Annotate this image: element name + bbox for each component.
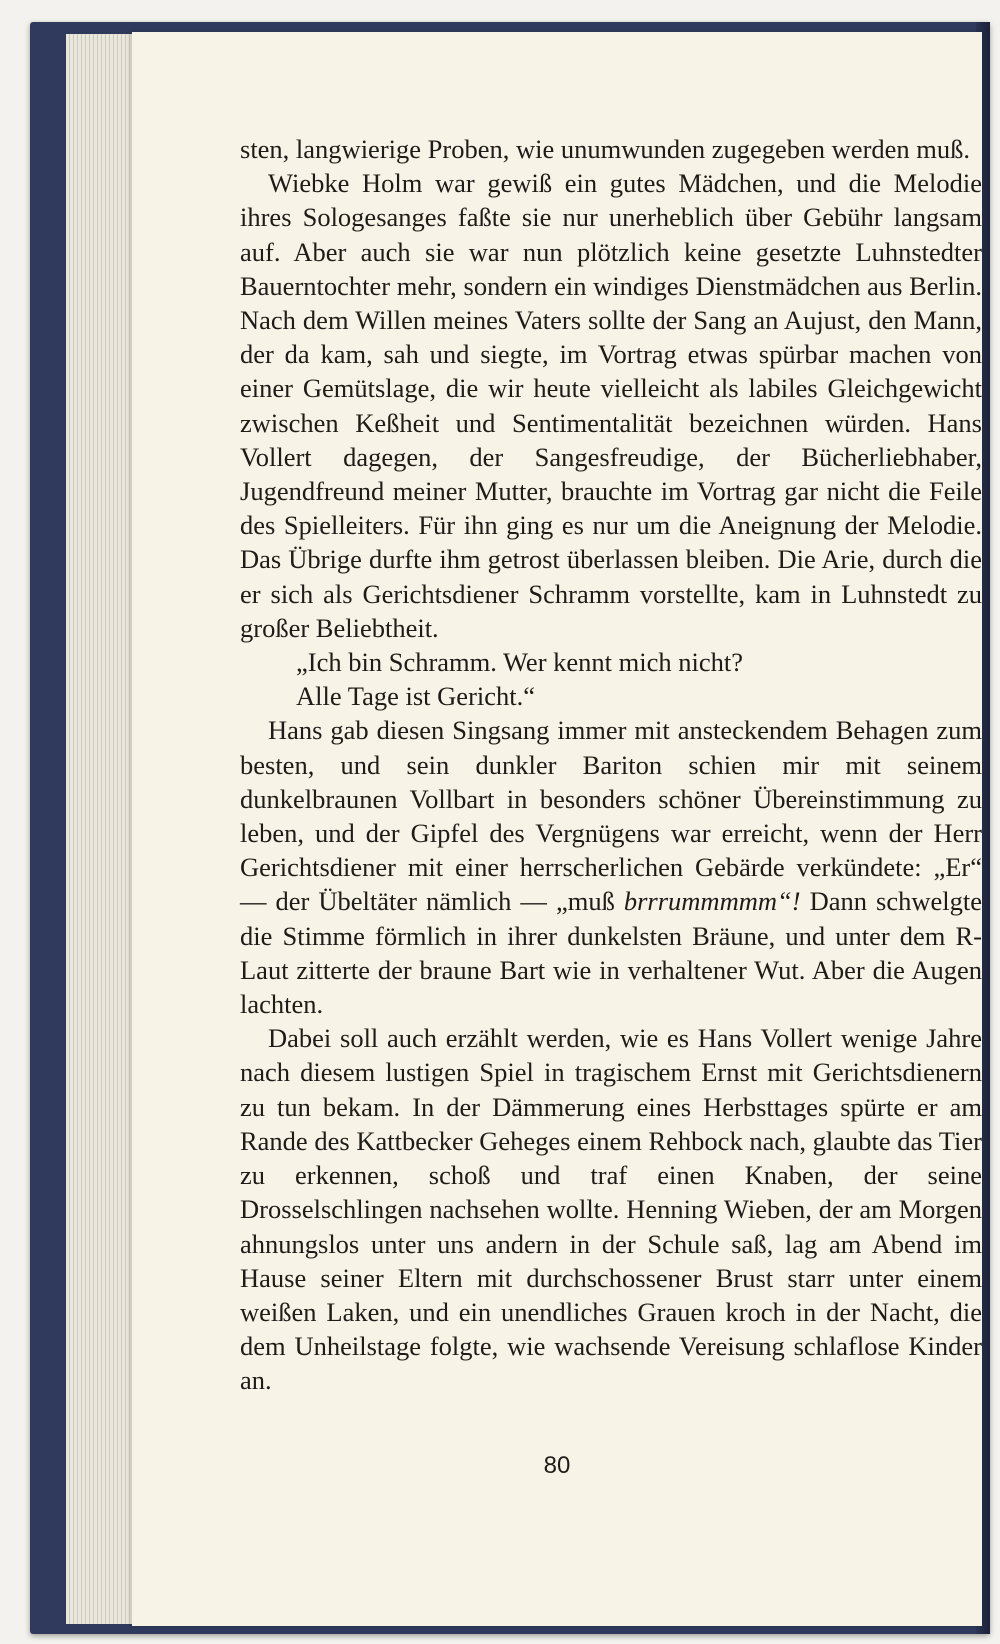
song-line-1: „Ich bin Schramm. Wer kennt mich nicht?	[296, 647, 744, 678]
paragraph-3-italic: brrrummmmm“!	[623, 886, 801, 917]
page-edges	[66, 34, 134, 1624]
page-number-area	[132, 0, 982, 1644]
paragraph-4: Dabei soll auch erzählt werden, wie es Hans Vollert wenige Jahre nach diesem lustigen Spiel in tragischem Ernst mit Gerichtsdienern zu tun bekam. In der Dämmerung eines Herbsttages spürte er am Rande des Kattbecker Geheges einem Rehbock nach, glaubte das Tier zu erkennen, schoß und traf einen Knaben, der seine Drosselschlingen nachsehen wollte. Henning Wieben, der am Morgen ahnungslos unter uns andern in der Schule saß, lag am Abend im Hause seiner Eltern mit durchschossener Brust starr unter einem weißen Laken, und ein unendliches Grauen kroch in der Nacht, die dem Unheilstage folgte, wie wachsende Vereisung schlaflose Kinder an.	[240, 1023, 982, 1396]
paragraph-3-part-1: Hans gab diesen Singsang immer mit ansteckendem Behagen zum besten, und sein dunkler Bariton schien mir mit seinem dunkelbraunen Vollbart in besonders schöner Übereinstimmung zu leben, und der Gipfel des Vergnügens war erreicht, wenn der Herr Gerichtsdiener mit einer herrscherlichen Gebärde verkündete: „Er“ — der Übeltäter nämlich — „muß	[240, 715, 982, 917]
paragraph-1: sten, langwierige Proben, wie unumwunden zugegeben werden muß.	[240, 134, 971, 164]
paragraph-2: Wiebke Holm war gewiß ein gutes Mädchen, und die Melodie ihres Sologesanges faßte sie nur unerheblich über Gebühr langsam auf. Aber auch sie war nun plötzlich keine gesetzte Luhnstedter Bauerntochter mehr, sondern ein windiges Dienstmädchen aus Berlin. Nach dem Willen meines Vaters sollte der Sang an Aujust, den Mann, der da kam, sah und siegte, im Vortrag etwas spürbar machen von einer Gemütslage, die wir heute vielleicht als labiles Gleichgewicht zwischen Keßheit und Sentimentalität bezeichnen würden. Hans Vollert dagegen, der Sangesfreudige, der Bücherliebhaber, Jugendfreund meiner Mutter, brauchte im Vortrag gar nicht die Feile des Spielleiters. Für ihn ging es nur um die Aneignung der Melodie. Das Übrige durfte ihm getrost überlassen bleiben. Die Arie, durch die er sich als Gerichtsdiener Schramm vorstellte, kam in Luhnstedt zu großer Beliebtheit.	[240, 168, 982, 643]
page-number: 80	[543, 1452, 571, 1479]
song-line-2: Alle Tage ist Gericht.“	[296, 681, 536, 712]
paragraph-3-part-2: Dann schwelgte die Stimme förmlich in ihrer dunkelsten Bräune, und unter dem R-Laut zitterte der braune Bart wie in verhaltener Wut. Aber die Augen lachten.	[240, 886, 982, 1020]
